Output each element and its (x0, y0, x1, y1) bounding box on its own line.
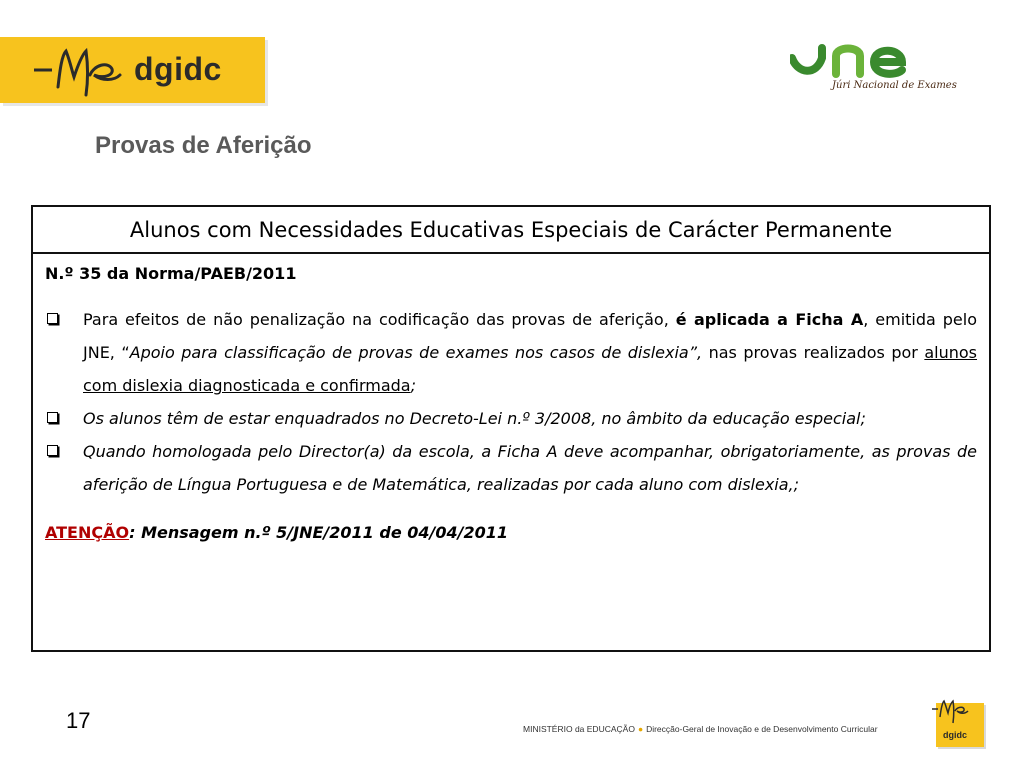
item-underlined-text: alunos com dislexia diagnosticada e confirmada (83, 343, 978, 395)
page-number: 17 (66, 708, 91, 733)
item-bold-text: é aplicada a Ficha A (675, 310, 864, 329)
footer-logo-text: dgidc (943, 730, 967, 740)
list-item (45, 402, 977, 435)
dgidc-logo-text: dgidc (134, 51, 222, 87)
separator-dot-icon: ● (637, 724, 644, 734)
checkbox-bullet-icon (47, 412, 58, 423)
item-text: ; (410, 376, 416, 395)
item-text: Para efeitos de não penalização na codificação das provas de aferição, (83, 310, 676, 329)
checkbox-bullet-icon (47, 313, 58, 324)
me-logo-mark-icon (28, 41, 138, 101)
attention-label: ATENÇÃO (45, 523, 130, 542)
checkbox-bullet-icon (47, 445, 58, 456)
page-title: Provas de Aferição (95, 132, 312, 159)
norma-reference: N.º 35 da Norma/PAEB/2011 (45, 264, 297, 283)
item-text: nas provas realizados por (702, 343, 925, 362)
box-body (33, 254, 989, 542)
attention-note (45, 523, 977, 542)
item-text: Os alunos têm de estar enquadrados no Decreto-Lei n.º 3/2008, no âmbito da educação especial; (83, 409, 866, 428)
item-text: , emitida pelo JNE, “ (83, 310, 977, 362)
jne-logo-subtitle: Júri Nacional de Exames (832, 80, 957, 91)
jne-logo-mark-icon (790, 40, 980, 80)
attention-message: : Mensagem n.º 5/JNE/2011 de 04/04/2011 (129, 523, 508, 542)
content-box (31, 205, 991, 652)
ministry-name: MINISTÉRIO da EDUCAÇÃO (523, 724, 635, 734)
me-logo-small-icon (930, 697, 970, 727)
list-item (45, 435, 977, 501)
footer-ministry (523, 724, 878, 734)
direction-name: Direcção-Geral de Inovação e de Desenvolvimento Curricular (646, 724, 878, 734)
list-item (45, 303, 977, 402)
dgidc-logo (0, 37, 265, 103)
jne-logo (790, 40, 980, 100)
footer-dgidc-logo (930, 697, 986, 747)
box-title: Alunos com Necessidades Educativas Especiais de Carácter Permanente (33, 207, 989, 254)
item-italic-text: Apoio para classificação de provas de exames nos casos de dislexia”, (129, 343, 703, 362)
item-text: Quando homologada pelo Director(a) da escola, a Ficha A deve acompanhar, obrigatoriamente, as provas de aferição de Língua Portuguesa e de Matemática, realizadas por cada aluno com dislexia,; (83, 442, 977, 494)
